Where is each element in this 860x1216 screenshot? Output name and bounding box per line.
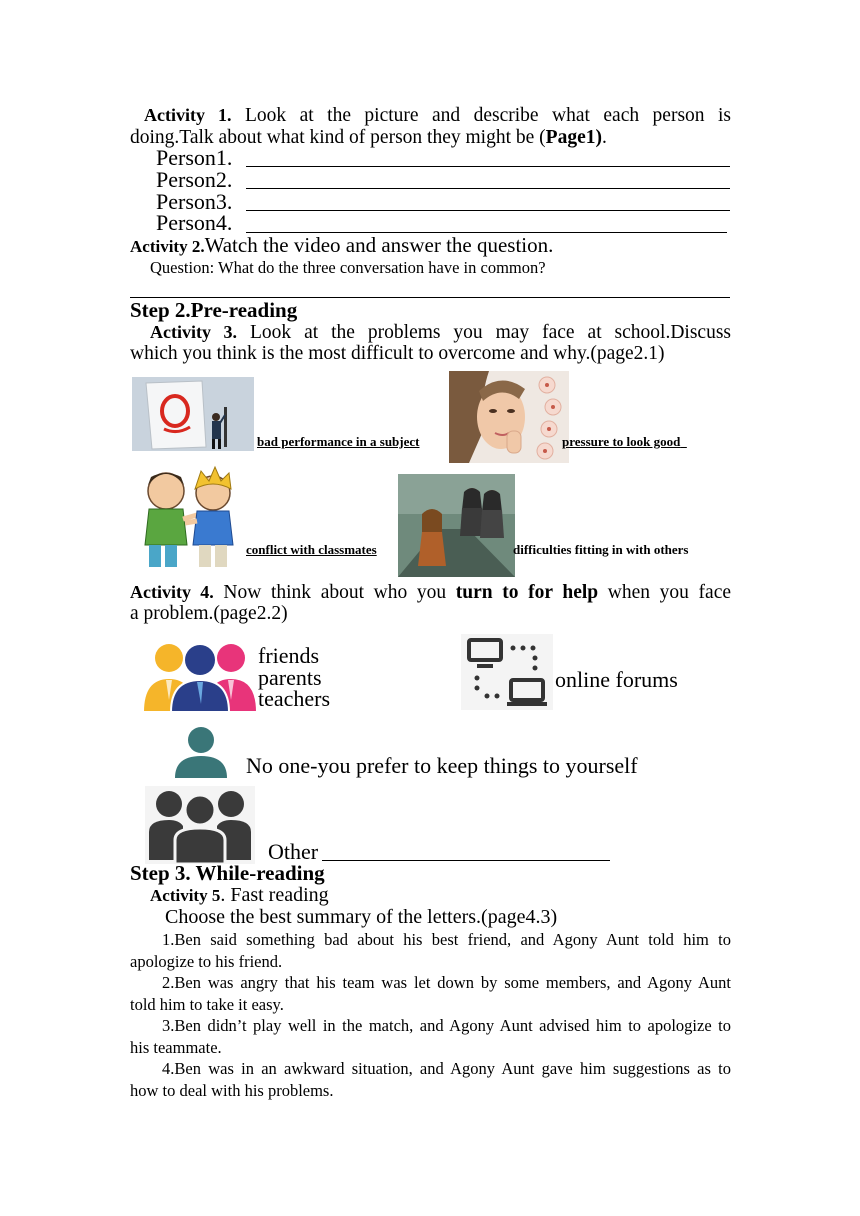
activity5-text: . Fast reading: [220, 884, 329, 906]
problem-label-conflict: conflict with classmates: [246, 542, 377, 557]
activity2-line: [130, 233, 553, 258]
people-group-icon: [141, 638, 259, 712]
problem-label-fitting-in: difficulties fitting in with others: [513, 542, 689, 557]
activity3-line1: [130, 321, 731, 344]
step3-title: Step 3. While-reading: [130, 861, 325, 885]
activity1-page-ref: Page1): [545, 127, 602, 148]
activity3-text1: Look at the problems you may face at school.Discuss: [250, 322, 732, 343]
person1-label: Person1.: [156, 145, 233, 170]
option-2-text: 2.Ben was angry that his team was let down by some members, and Agony Aunt: [162, 973, 731, 992]
person3-label: Person3.: [156, 189, 233, 214]
activity1-label: Activity 1.: [144, 105, 232, 125]
option-4-line1: [130, 1058, 731, 1080]
option-3-text: 3.Ben didn’t play well in the match, and Agony Aunt advised him to apologize to: [162, 1016, 731, 1035]
online-forums-label: online forums: [555, 667, 678, 692]
problem-pressure-text: pressure to look good: [562, 434, 681, 449]
option-2-line2: told him to take it easy.: [130, 995, 284, 1014]
option-4-line2: how to deal with his problems.: [130, 1081, 334, 1100]
activity4-post: when you face: [607, 582, 732, 603]
activity3-line2: which you think is the most difficult to overcome and why.(page2.1): [130, 343, 665, 364]
option-3-line2: his teammate.: [130, 1038, 222, 1057]
group-silhouette-icon: [145, 786, 255, 864]
option-1-line2: apologize to his friend.: [130, 952, 283, 971]
step2-title: Step 2.Pre-reading: [130, 298, 298, 322]
problem-label-bad-performance: bad performance in a subject: [257, 434, 420, 449]
helper-parents: parents: [258, 664, 322, 690]
problem-label-pressure: [562, 434, 687, 450]
helper-teachers: teachers: [258, 686, 331, 711]
person4-label: Person4.: [156, 210, 233, 235]
online-forums-icon: [461, 634, 553, 710]
person3-answer-line[interactable]: [246, 210, 730, 211]
bad-performance-image: [132, 377, 254, 451]
single-person-icon: [173, 726, 229, 778]
activity1-text1: Look at the picture and describe what each person is: [245, 105, 731, 126]
option-3-line1: [130, 1015, 731, 1037]
activity5-label: Activity 5: [150, 886, 221, 905]
activity4-label: Activity 4.: [130, 582, 214, 602]
activity4-line2: a problem.(page2.2): [130, 603, 288, 624]
no-one-label: No one-you prefer to keep things to yourself: [246, 753, 638, 778]
activity1-text2: doing.Talk about what kind of person they might be (: [130, 127, 546, 148]
activity2-question: Question: What do the three conversation have in common?: [150, 258, 546, 277]
activity4-pre: Now think about who you: [223, 582, 447, 603]
option-1-line1: [130, 929, 731, 951]
option-4-text: 4.Ben was in an awkward situation, and Agony Aunt gave him suggestions as to: [162, 1059, 731, 1078]
activity2-text: Watch the video and answer the question.: [204, 233, 554, 257]
other-answer-line[interactable]: [322, 860, 610, 861]
fitting-in-image: [398, 474, 515, 577]
option-1-text: 1.Ben said something bad about his best friend, and Agony Aunt told him to: [162, 930, 731, 949]
option-2-line1: [130, 972, 731, 994]
activity5-instruction: Choose the best summary of the letters.(page4.3): [165, 906, 558, 928]
helper-friends: friends: [258, 643, 320, 668]
conflict-classmates-image: [131, 463, 250, 572]
activity4-line1: [130, 581, 731, 604]
person1-answer-line[interactable]: [246, 166, 730, 167]
person2-answer-line[interactable]: [246, 188, 730, 189]
activity1-line1: [130, 104, 731, 127]
pressure-look-good-image: [449, 371, 569, 463]
helpers-list: [258, 645, 330, 710]
person2-label: Person2.: [156, 167, 233, 192]
other-label: Other: [268, 839, 319, 864]
activity4-bold: turn to for help: [455, 582, 599, 603]
activity3-label: Activity 3.: [150, 322, 238, 342]
activity2-label: Activity 2.: [130, 237, 205, 256]
activity5-line: [150, 884, 329, 907]
activity1-end: .: [601, 127, 607, 148]
